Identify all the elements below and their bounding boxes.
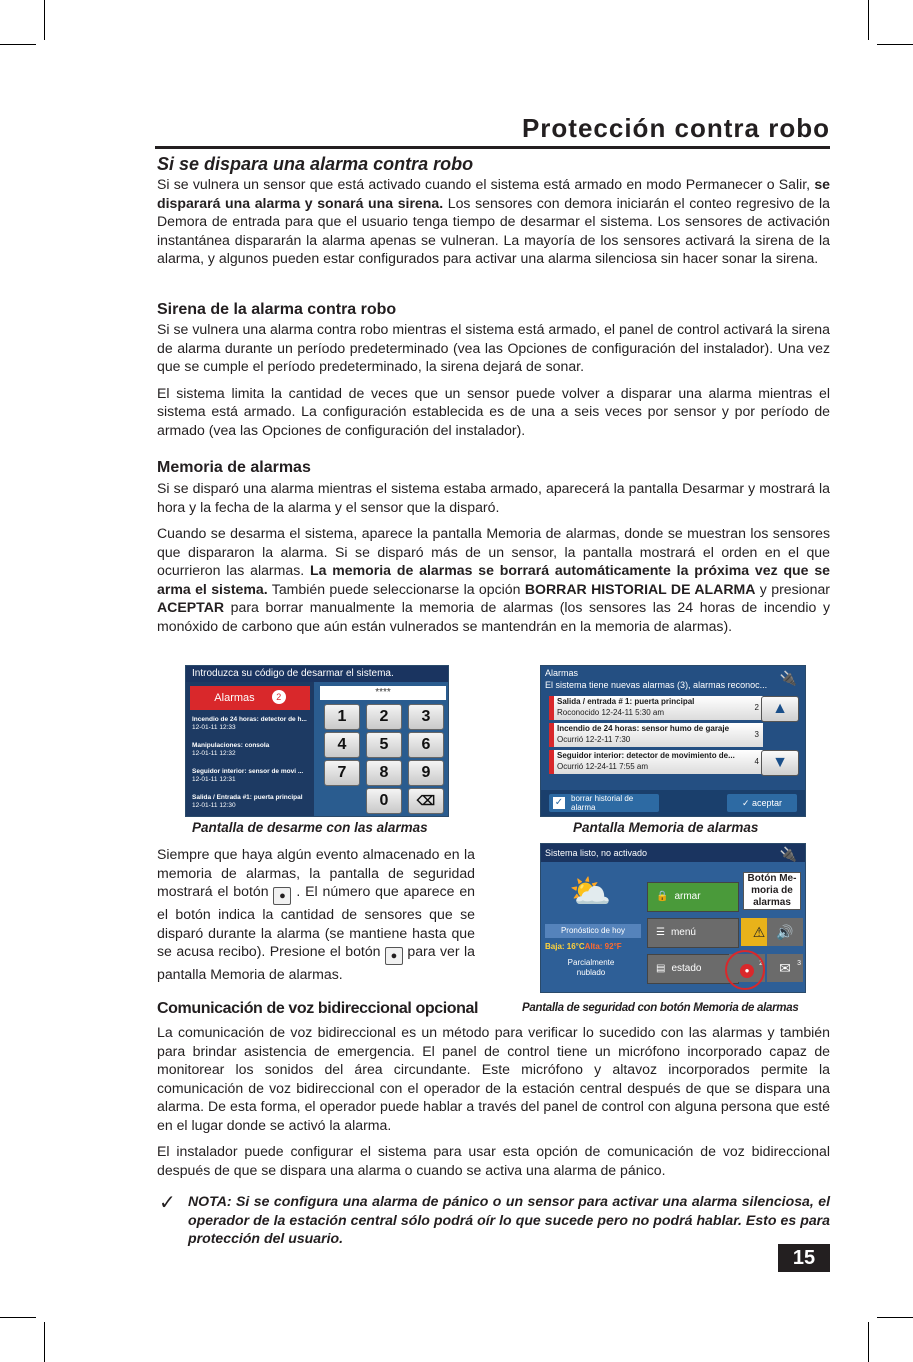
event-time: 12-01-11 12:33 [192, 724, 236, 731]
row-name: Incendio de 24 horas: sensor humo de garaje [557, 724, 730, 733]
text-run: y presionar [755, 580, 830, 597]
page-number: 15 [778, 1244, 830, 1272]
text-run: Cuando se desarma el sistema, aparece la pantalla Memoria de alarmas, donde se muestran los sensores que dispararon la alarma. Si se disparó más de un sensor, la pantalla mostrará el orden en el que ocurrieron las alarmas. [157, 525, 830, 578]
checkbox-icon: ✓ [554, 797, 564, 808]
text-run: Si se vulnera un sensor que está activado cuando el sistema está armado en modo Permanecer o Salir, [157, 176, 815, 192]
section4-paragraph-1: La comunicación de voz bidireccional es un método para verificar lo sucedido con las alarmas y también para brindar asistencia de emergencia. El panel de control tiene un micrófono incorporado capaz de monitorear los sonidos del área circundante. Este micrófono y altavoz incorporados permite la comunicación de voz bidireccional con el operador de la estación central después de que se dispara una alarma. De esta forma, el operador puede hablar a través del panel de control con alguna persona que esté en el lugar donde se activó la alarma. [157, 1024, 830, 1133]
arm-button[interactable] [647, 882, 739, 912]
text-run-bold: La memoria de alarmas se borrará automáticamente la próxima vez que se arma el sistema. [157, 562, 830, 597]
row-detail: Ocurrió 12-2-11 7:30 [557, 735, 631, 744]
alarm-memory-screen [540, 665, 806, 817]
alarms-header [190, 686, 310, 710]
crop-mark [44, 1322, 45, 1362]
key-2[interactable]: 2 [366, 704, 402, 730]
text-run-bold: ACEPTAR [157, 599, 225, 615]
key-5[interactable]: 5 [366, 732, 402, 758]
event-time: 12-01-11 12:30 [192, 802, 236, 809]
row-name: Salida / entrada # 1: puerta principal [557, 697, 695, 706]
scroll-down-icon[interactable]: ▼ [761, 750, 799, 776]
disarm-screen [185, 665, 449, 817]
section2-paragraph-1: Si se vulnera una alarma contra robo mientras el sistema está armado, el panel de control activará la sirena de alarma durante un período predeterminado (vea las Opciones de configuración del instalador). Una vez que se cumple el período predeterminado, la sirena dejará de sonar. [157, 321, 830, 374]
key-4[interactable]: 4 [324, 732, 360, 758]
security-screen [540, 843, 806, 993]
text-run: También puede seleccionarse la opción [267, 580, 525, 597]
section2-body [157, 320, 830, 439]
arm-label: armar [674, 891, 701, 902]
status-icon: ▤ [656, 963, 666, 974]
table-row[interactable] [549, 723, 763, 747]
scroll-up-icon[interactable]: ▲ [761, 696, 799, 722]
key-8[interactable]: 8 [366, 760, 402, 786]
section-heading-memoria: Memoria de alarmas [157, 459, 311, 476]
row-number: 2 [754, 703, 759, 712]
section-heading-sirena: Sirena de la alarma contra robo [157, 301, 397, 318]
check-icon: ✓ [741, 798, 750, 808]
note-paragraph [188, 1192, 830, 1248]
event-time: 12-01-11 12:32 [192, 750, 236, 757]
alarm-memory-icon: ● [740, 964, 754, 978]
memory-footer [541, 790, 805, 816]
list-item [192, 794, 312, 810]
checkmark-icon: ✓ [159, 1192, 176, 1214]
text-run: . El número que aparece en el botón indica la cantidad de sensores que se disparó durante la alarma (se mantiene hasta que se acusa recibo). Presione el botón [157, 883, 476, 959]
section4-body [157, 1023, 830, 1179]
section2-paragraph-2: El sistema limita la cantidad de veces que un sensor puede volver a disparar una alarma mientras el sistema está armado. La configuración establecida es de una a seis veces por sensor y por período de armado (vea las Opciones de configuración del instalador). [157, 384, 830, 438]
alarm-count-badge: 2 [759, 960, 763, 967]
plug-icon: 🔌 [779, 670, 797, 686]
lock-icon: 🔒 [656, 891, 669, 902]
panic-icon[interactable]: ⚠ [741, 918, 777, 946]
message-count-badge: 3 [797, 960, 801, 967]
key-3[interactable]: 3 [408, 704, 444, 730]
memory-subtitle: El sistema tiene nuevas alarmas (3), alarmas reconoc... [545, 680, 768, 690]
table-row[interactable] [549, 696, 763, 720]
temp-high: Alta: 92°F [584, 942, 622, 951]
crop-mark [44, 0, 45, 40]
section3-body [157, 479, 830, 635]
list-item [192, 768, 312, 784]
section3-paragraph-3 [157, 845, 475, 984]
memory-button-paragraph [157, 845, 475, 984]
row-detail: Roconocido 12-24-11 5:30 am [557, 708, 665, 717]
note-text: Si se configura una alarma de pánico o un sensor para activar una alarma silenciosa, el operador de la estación central sólo podrá oír lo que sucede pero no podrá hablar. Esto es para protección del usuario. [188, 1193, 830, 1246]
backspace-icon[interactable]: ⌫ [408, 788, 444, 814]
menu-button[interactable] [647, 918, 739, 948]
text-run: Siempre que haya algún evento almacenado en la memoria de alarmas, la pantalla de seguridad mostrará el botón [157, 846, 475, 899]
temp-low: Baja: 16°C [545, 942, 585, 951]
forecast-label: Pronóstico de hoy [545, 924, 641, 938]
list-item [192, 716, 312, 732]
event-time: 12-01-11 12:31 [192, 776, 236, 783]
crop-mark [877, 1317, 913, 1318]
key-9[interactable]: 9 [408, 760, 444, 786]
clear-history-label: borrar historial de alarma [571, 794, 634, 812]
event-name: Salida / Entrada #1: puerta principal [192, 794, 303, 801]
key-6[interactable]: 6 [408, 732, 444, 758]
message-icon[interactable]: ✉ 3 [767, 954, 803, 982]
event-name: Seguidor interior: sensor de movi ... [192, 768, 304, 775]
crop-mark [0, 1317, 36, 1318]
memory-caption: Pantalla Memoria de alarmas [573, 820, 759, 835]
weather-icon: ⛅ [569, 873, 612, 911]
text-run-bold: BORRAR HISTORIAL DE ALARMA [524, 580, 756, 597]
alarm-memory-icon: ● [273, 887, 291, 905]
event-name: Manipulaciones: consola [192, 742, 270, 749]
key-1[interactable]: 1 [324, 704, 360, 730]
crop-mark [0, 44, 36, 45]
clear-history-button[interactable] [549, 794, 659, 812]
alarms-label: Alarmas [214, 692, 255, 704]
section3-paragraph-2 [157, 524, 830, 635]
page-title: Protección contra robo [521, 113, 830, 143]
security-title: Sistema listo, no activado [541, 844, 805, 862]
highlight-circle [725, 950, 765, 990]
accept-label: aceptar [752, 798, 783, 808]
temperature-readout [545, 942, 622, 951]
crop-mark [868, 0, 869, 40]
text-run: para ver la pantalla Memoria de alarmas. [157, 943, 475, 982]
list-item [192, 742, 312, 758]
section1-body [157, 175, 830, 268]
text-run: para borrar manualmente la memoria de alarmas (los sensores las 24 horas de incendio y monóxido de carbono que aún están vulnerados se mantendrán en la memoria de alarmas). [157, 599, 830, 634]
menu-label: menú [670, 927, 696, 938]
accept-button[interactable] [727, 794, 797, 812]
alarm-memory-icon: ● [385, 947, 403, 965]
alarm-badge-icon: 2 [272, 690, 286, 704]
title-rule [155, 146, 830, 149]
table-row[interactable] [549, 750, 763, 774]
condition-label: Parcialmente nublado [567, 958, 615, 977]
section-heading-robo: Si se dispara una alarma contra robo [157, 154, 474, 174]
memory-title: Alarmas [545, 668, 579, 678]
menu-icon: ☰ [656, 927, 665, 938]
code-input[interactable]: **** [320, 686, 446, 700]
row-detail: Ocurrió 12-24-11 7:55 am [557, 762, 649, 771]
key-7[interactable]: 7 [324, 760, 360, 786]
section3-paragraph-1: Si se disparó una alarma mientras el sistema estaba armado, aparecerá la pantalla Desarmar y mostrará la hora y la fecha de la alarma y el sensor que la disparó. [157, 480, 830, 515]
event-name: Incendio de 24 horas: detector de h... [192, 716, 307, 723]
security-caption: Pantalla de seguridad con botón Memoria de alarmas [522, 1002, 799, 1014]
row-number: 4 [754, 757, 759, 766]
text-run: Los sensores con demora iniciarán el conteo regresivo de la Demora de entrada para que el usuario tenga tiempo de desarmar el sistema. Los sensores de activación instantánea dispararán la alarma apenas se vulneran. La mayoría de los sensores activará la sirena de la alarma, y algunos pueden estar configurados para activar una alarma silenciosa sin hacer sonar la sirena. [157, 194, 830, 266]
note-label: NOTA: [188, 1193, 232, 1209]
section-heading-voz: Comunicación de voz bidireccional opcional [157, 1000, 479, 1017]
keypad-title: Introduzca su código de desarmar el sistema. [186, 666, 448, 682]
keypad-caption: Pantalla de desarme con las alarmas [192, 820, 428, 835]
alarm-list-panel [186, 682, 314, 816]
crop-mark [877, 44, 913, 45]
plug-icon: 🔌 [779, 846, 797, 862]
text-run-bold: se disparará una alarma y sonará una sirena. [157, 176, 830, 211]
memory-button-callout: Botón Me-moria de alarmas [743, 872, 801, 910]
note-block [188, 1192, 830, 1248]
key-0[interactable]: 0 [366, 788, 402, 814]
row-number: 3 [754, 730, 759, 739]
section4-paragraph-2: El instalador puede configurar el sistema para usar esta opción de comunicación de voz bidireccional después de que se dispara una alarma o cuando se activa una alarma de pánico. [157, 1143, 830, 1178]
section1-paragraph [157, 175, 830, 268]
crop-mark [868, 1322, 869, 1362]
keypad-panel [314, 682, 448, 816]
row-name: Seguidor interior: detector de movimiento de... [557, 751, 735, 760]
speaker-icon[interactable]: 🔊 [767, 918, 803, 946]
status-label: estado [671, 963, 702, 974]
